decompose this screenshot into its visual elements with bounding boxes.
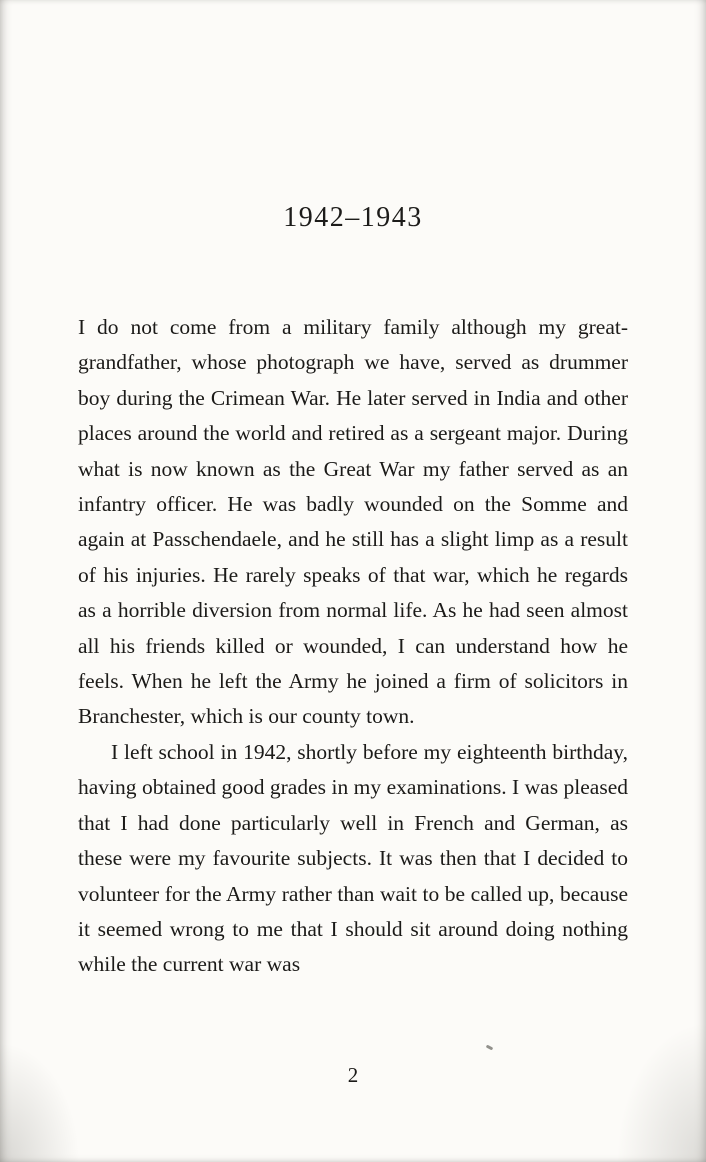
paragraph: I left school in 1942, shortly before my eighteenth birthday, having obtained good grades in my examinations. I was pleased that I had done particularly well in French and German, as these were my favourite subjects. It was then that I decided to volunteer for the Army rather than wait to be called up, because it seemed wrong to me that I should sit around doing nothing while the current war was bbox=[78, 739, 628, 977]
chapter-heading: 1942–1943 bbox=[283, 202, 423, 233]
page-number: 2 bbox=[347, 1063, 359, 1087]
scan-artifact bbox=[486, 1045, 494, 1051]
paragraph: I do not come from a military family although my great-grandfather, whose photograph we have, served as drummer boy during the Crimean War. He later served in India and other places around the world and retired as a sergeant major. During what is now known as the Great War my father served as an infantry officer. He was badly wounded on the Somme and again at Passchendaele, and he still has a slight limp as a result of his injuries. He rarely speaks of that war, which he regards as a horrible diversion from normal life. As he had seen almost all his friends killed or wounded, I can understand how he feels. When he left the Army he joined a firm of solicitors in Branchester, which is our county town. bbox=[78, 315, 628, 729]
body-text bbox=[78, 310, 628, 983]
